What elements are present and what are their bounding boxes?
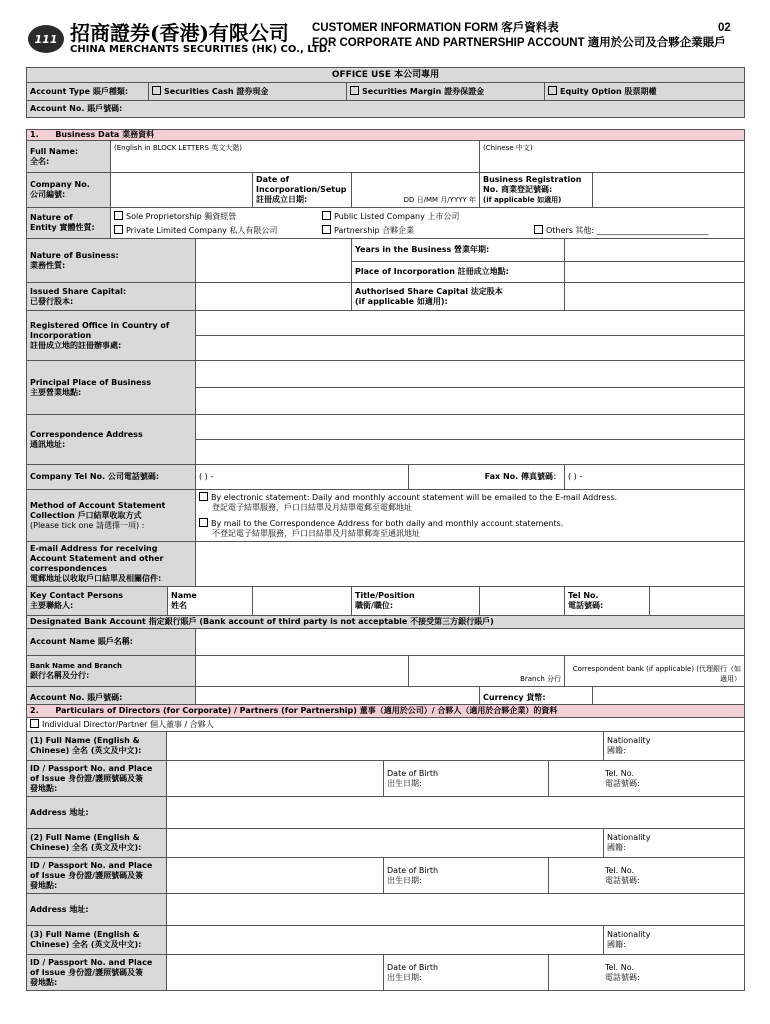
office-use-heading: OFFICE USE 本公司專用: [27, 68, 745, 83]
director-1-address-label: Address 地址:: [27, 797, 167, 829]
bank-account-heading: Designated Bank Account 指定銀行賬戶 (Bank account of third party is not acceptable 不接受第三方銀行賬戶): [27, 616, 745, 629]
checkbox-icon: [322, 211, 331, 220]
director-3-name-input[interactable]: [167, 926, 604, 955]
checkbox-icon: [199, 518, 208, 527]
company-name-zh: 招商證券(香港)有限公司: [70, 21, 289, 45]
company-no-label: Company No. 公司編號:: [27, 173, 111, 208]
key-contact-label: Key Contact Persons 主要聯絡人:: [27, 587, 168, 616]
brn-label: Business Registration No. 商業登記號碼: (if applicable 如適用): [480, 173, 593, 208]
years-business-input[interactable]: [565, 239, 745, 262]
checkbox-icon[interactable]: [152, 86, 161, 95]
issued-capital-label: Issued Share Capital: 已發行股本:: [27, 283, 196, 311]
account-type-label: Account Type 賬戶種類:: [27, 83, 149, 101]
email-label: E-mail Address for receiving Account Statement and other correspondences 電郵地址以收取戶口結單及相關信件:: [27, 542, 196, 587]
director-2-dob[interactable]: Date of Birth 出生日期:: [384, 858, 549, 894]
checkbox-icon[interactable]: [350, 86, 359, 95]
office-account-no: Account No. 賬戶號碼:: [27, 101, 745, 118]
nature-business-input[interactable]: [196, 239, 352, 283]
director-1-nationality[interactable]: Nationality 國籍:: [604, 732, 745, 761]
corr-address-label: Correspondence Address 通訊地址:: [27, 415, 196, 465]
director-3-dob[interactable]: Date of Birth 出生日期:: [384, 955, 549, 991]
company-logo: [28, 22, 331, 56]
issued-capital-input[interactable]: [196, 283, 352, 311]
checkbox-icon: [30, 719, 39, 728]
auth-capital-input[interactable]: [565, 283, 745, 311]
section-2-table: [26, 704, 745, 991]
director-2-name-input[interactable]: [167, 829, 604, 858]
doi-input[interactable]: DD 日/MM 月/YYYY 年: [352, 173, 480, 208]
currency-label: Currency 貨幣:: [480, 687, 593, 710]
director-1-dob[interactable]: Date of Birth 出生日期:: [384, 761, 549, 797]
principal-place-label: Principal Place of Business 主要營業地點:: [27, 361, 196, 415]
entity-others[interactable]: Others 其他: ____________________________: [534, 225, 709, 236]
checkbox-icon: [199, 492, 208, 501]
bank-account-no-label: Account No. 賬戶號碼:: [27, 687, 196, 710]
contact-title-label: Title/Position 職銜/職位:: [352, 587, 480, 616]
auth-capital-label: Authorised Share Capital 法定股本 (if applicable 如適用):: [352, 283, 565, 311]
fax-label: Fax No. 傳真號碼：: [409, 465, 565, 490]
corr-address-input-1[interactable]: [196, 415, 745, 440]
branch-input[interactable]: Branch 分行: [409, 656, 565, 687]
form-title-2: FOR CORPORATE AND PARTNERSHIP ACCOUNT 適用於公司及合夥企業賬戶: [312, 37, 726, 49]
entity-private[interactable]: Private Limited Company 私人有限公司: [114, 225, 322, 236]
checkbox-icon: [322, 225, 331, 234]
correspondent-bank-input[interactable]: Correspondent bank (if applicable) (代理銀行（如適用）: [565, 656, 745, 687]
statement-electronic[interactable]: By electronic statement: Daily and monthly account statement will be emailed to the E-mail Address.: [199, 492, 741, 503]
director-2-tel[interactable]: Tel. No. 電話號碼:: [549, 858, 745, 894]
director-3-tel[interactable]: Tel. No. 電話號碼:: [549, 955, 745, 991]
tel-label: Company Tel No. 公司電話號碼:: [27, 465, 196, 490]
form-number: 02: [718, 22, 731, 34]
director-1-tel[interactable]: Tel. No. 電話號碼:: [549, 761, 745, 797]
checkbox-icon: [534, 225, 543, 234]
director-1-id-label: ID / Passport No. and Place of Issue 身份證/護照號碼及簽 發地點:: [27, 761, 167, 797]
opt-securities-margin[interactable]: Securities Margin 證券保證金: [347, 83, 545, 101]
director-1-address-input[interactable]: [167, 797, 745, 829]
contact-title-input[interactable]: [480, 587, 565, 616]
checkbox-icon: [114, 225, 123, 234]
director-2-id-label: ID / Passport No. and Place of Issue 身份證/護照號碼及簽 發地點:: [27, 858, 167, 894]
brn-input[interactable]: [593, 173, 745, 208]
entity-partnership[interactable]: Partnership 合夥企業: [322, 225, 534, 236]
section-2-heading: 2. Particulars of Directors (for Corporate) / Partners (for Partnership) 董事（適用於公司）/ 合夥人（適用於合夥企業）的資料: [27, 705, 745, 718]
director-1-id-input[interactable]: [167, 761, 384, 797]
contact-tel-input[interactable]: [650, 587, 745, 616]
director-2-address-label: Address 地址:: [27, 894, 167, 926]
director-3-id-label: ID / Passport No. and Place of Issue 身份證/護照號碼及簽 發地點:: [27, 955, 167, 991]
corr-address-input-2[interactable]: [196, 440, 745, 465]
individual-director-option[interactable]: Individual Director/Partner 個人董事 / 合夥人: [27, 718, 745, 732]
full-name-en-input[interactable]: (English in BLOCK LETTERS 英文大階): [111, 141, 480, 173]
contact-tel-label: Tel No. 電話號碼:: [565, 587, 650, 616]
director-1-name-label: (1) Full Name (English & Chinese) 全名 (英文及中文):: [27, 732, 167, 761]
company-name-en: CHINA MERCHANTS SECURITIES (HK) CO., LTD.: [70, 44, 331, 55]
full-name-zh-input[interactable]: (Chinese 中文): [480, 141, 745, 173]
form-title-1: CUSTOMER INFORMATION FORM 客戶資料表: [312, 22, 559, 34]
director-1-name-input[interactable]: [167, 732, 604, 761]
reg-office-input-2[interactable]: [196, 336, 745, 361]
entity-sole[interactable]: Sole Proprietorship 獨資經營: [114, 211, 322, 222]
company-no-input[interactable]: [111, 173, 253, 208]
section-1-heading: 1. Business Data 業務資料: [27, 130, 745, 141]
principal-place-input-1[interactable]: [196, 361, 745, 388]
director-3-nationality[interactable]: Nationality 國籍:: [604, 926, 745, 955]
director-3-id-input[interactable]: [167, 955, 384, 991]
checkbox-icon[interactable]: [548, 86, 557, 95]
statement-mail[interactable]: By mail to the Correspondence Address for both daily and monthly account statements.: [199, 518, 741, 529]
tel-input[interactable]: ( ) -: [196, 465, 409, 490]
office-use-table: [26, 67, 745, 118]
contact-name-input[interactable]: [253, 587, 352, 616]
bank-name-label: Bank Name and Branch 銀行名稱及分行:: [27, 656, 196, 687]
logo-icon: 111: [28, 25, 64, 53]
bank-name-input[interactable]: [196, 656, 409, 687]
place-incorp-input[interactable]: [565, 262, 745, 283]
reg-office-label: Registered Office in Country of Incorporation 註冊成立地的註冊辦事處:: [27, 311, 196, 361]
director-2-id-input[interactable]: [167, 858, 384, 894]
checkbox-icon: [114, 211, 123, 220]
director-2-nationality[interactable]: Nationality 國籍:: [604, 829, 745, 858]
opt-securities-cash[interactable]: Securities Cash 證券現金: [149, 83, 347, 101]
account-name-input[interactable]: [196, 629, 745, 656]
account-name-label: Account Name 賬戶名稱:: [27, 629, 196, 656]
nature-business-label: Nature of Business: 業務性質:: [27, 239, 196, 283]
section-1-table: [26, 129, 745, 710]
statement-method-label: Method of Account Statement Collection 戶口結單收取方式 (Please tick one 請選擇一項) :: [27, 490, 196, 542]
reg-office-input-1[interactable]: [196, 311, 745, 336]
contact-name-label: Name 姓名: [168, 587, 253, 616]
doi-label: Date of Incorporation/Setup 註冊成立日期:: [253, 173, 352, 208]
fax-input[interactable]: ( ) -: [565, 465, 745, 490]
email-input[interactable]: [196, 542, 745, 587]
statement-method-options: By electronic statement: Daily and monthly account statement will be emailed to the E-mail Address. 登記電子結單服務，戶口日結單及月結單電郵至電郵地址 By mail to the Correspondence Address for both daily and monthly account statements. 不登記電子結單服務，戶口日結單及月結單郵寄至通訊地址: [196, 490, 745, 542]
nature-entity-label: Nature of Entity 實體性質:: [27, 208, 111, 239]
entity-public[interactable]: Public Listed Company 上市公司: [322, 211, 459, 222]
opt-equity-option[interactable]: Equity Option 股票期權: [545, 83, 745, 101]
nature-entity-options: [111, 208, 745, 239]
director-3-name-label: (3) Full Name (English & Chinese) 全名 (英文及中文):: [27, 926, 167, 955]
principal-place-input-2[interactable]: [196, 388, 745, 415]
full-name-label: Full Name: 全名:: [27, 141, 111, 173]
years-business-label: Years in the Business 營業年期:: [352, 239, 565, 262]
place-incorp-label: Place of Incorporation 註冊成立地點:: [352, 262, 565, 283]
director-2-name-label: (2) Full Name (English & Chinese) 全名 (英文及中文):: [27, 829, 167, 858]
director-2-address-input[interactable]: [167, 894, 745, 926]
